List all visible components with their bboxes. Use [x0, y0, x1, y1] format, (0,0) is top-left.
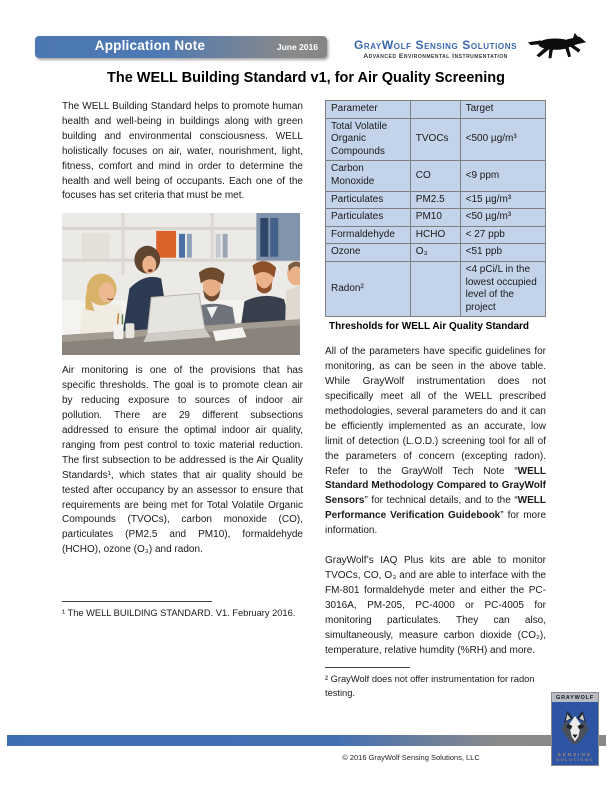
- cell-target: <500 µg/m³: [460, 118, 545, 161]
- right-column: [325, 100, 546, 700]
- footnote-1: ¹ The WELL BUILDING STANDARD. V1. February 2016.: [62, 608, 296, 619]
- wolf-head-icon: [552, 702, 598, 752]
- footnote-block-left: [62, 601, 303, 621]
- cell-target: <51 ppb: [460, 244, 545, 262]
- issue-date: June 2016: [276, 42, 318, 52]
- cell-symbol: [410, 261, 460, 316]
- left-column: [62, 100, 303, 621]
- header-parameter: Parameter: [326, 101, 411, 119]
- cell-parameter: Particulates: [326, 191, 411, 209]
- cell-symbol: O₃: [410, 244, 460, 262]
- table-row: [326, 118, 546, 161]
- logo-sensing-label: SENSING: [557, 752, 593, 757]
- cell-target: < 27 ppb: [460, 226, 545, 244]
- cell-parameter: Radon²: [326, 261, 411, 316]
- cell-target: <50 µg/m³: [460, 209, 545, 227]
- document-title: The WELL Building Standard v1, for Air Quality Screening: [107, 70, 505, 86]
- header-target: Target: [460, 101, 545, 119]
- application-note-banner: [35, 36, 327, 58]
- paragraph-segment: ” for technical details, and to the “: [364, 495, 518, 507]
- running-wolf-icon: [527, 31, 587, 61]
- iaq-kits-paragraph: GrayWolf’s IAQ Plus kits are able to monitor TVOCs, CO, O₃ and are able to interface with the FM-801 formaldehyde meter and either the PC-3016A, PM-205, PC-4000 or PC-4005 for monitoring particulates. They can also, simultaneously, measure carbon dioxide (CO₂), temperature, relative humdity (%RH) and more.: [325, 555, 546, 656]
- logo-wordmark: GRAYWOLF: [552, 693, 598, 702]
- tech-note-title: WELL Standard Methodology Compared to GrayWolf Sensors: [325, 465, 546, 507]
- footnote-divider: [62, 601, 212, 602]
- guidelines-paragraph: [325, 345, 546, 539]
- guidebook-title: WELL Performance Verification Guidebook: [325, 495, 546, 522]
- table-row: [326, 261, 546, 316]
- cell-symbol: PM10: [410, 209, 460, 227]
- cell-parameter: Carbon Monoxide: [326, 161, 411, 191]
- cell-parameter: Formaldehyde: [326, 226, 411, 244]
- office-team-photo: [62, 213, 300, 355]
- logo-solutions-label: SOLUTIONS: [556, 758, 594, 762]
- paragraph-segment: ” for more information.: [325, 510, 547, 537]
- table-row: [326, 209, 546, 227]
- air-monitoring-paragraph: Air monitoring is one of the provisions that has specific thresholds. The goal is to promote clean air by reducing exposure to sources of indoor air pollution. There are 29 different subsections addressed to ensure the optimal indoor air quality, ranging from pest control to toxic material reduction. The first subsection to be addressed is the Air Quality Standards¹, which states that air quality should be tested after occupancy by an assessor to ensure that requirements are being met for Total Volatile Organic Compounds (TVOCs), carbon monoxide (CO), particulates (PM2.5 and PM10), formaldehyde (HCHO), ozone (O₃) and radon.: [62, 365, 303, 556]
- cell-parameter: Particulates: [326, 209, 411, 227]
- cell-target: <9 ppm: [460, 161, 545, 191]
- footer-bar: [7, 735, 606, 746]
- office-team-photo-graphic: [62, 213, 300, 355]
- table-caption: Thresholds for WELL Air Quality Standard: [329, 321, 530, 333]
- table-row: [326, 161, 546, 191]
- graywolf-footer-logo: [551, 692, 599, 766]
- cell-parameter: Ozone: [326, 244, 411, 262]
- footnote-2: ² GrayWolf does not offer instrumentation for radon testing.: [325, 674, 535, 698]
- cell-parameter: Total Volatile Organic Compounds: [326, 118, 411, 161]
- footnote-block-right: [325, 667, 546, 700]
- footnote-divider: [325, 667, 410, 668]
- thresholds-table: [325, 100, 546, 317]
- intro-paragraph: The WELL Building Standard helps to promote human health and well-being in buildings along with green building and environmental consciousness. WELL holistically focuses on air, water, nourishment, light, fitness, comfort and mind in order to determine the health and well being of occupants. Each one of the focuses has set criteria that must be met.: [62, 101, 303, 202]
- table-row: [326, 226, 546, 244]
- table-row: [326, 191, 546, 209]
- cell-symbol: HCHO: [410, 226, 460, 244]
- cell-symbol: TVOCs: [410, 118, 460, 161]
- application-note-label: Application Note: [94, 38, 206, 53]
- table-row: [326, 244, 546, 262]
- cell-target: <15 µg/m³: [460, 191, 545, 209]
- cell-target: <4 pCi/L in the lowest occupied level of the project: [460, 261, 545, 316]
- brand-name: GrayWolf Sensing Solutions: [353, 38, 518, 52]
- paragraph-segment: All of the parameters have specific guidelines for monitoring, as can be seen in the above table. While GrayWolf instrumentation does not specifically meet all of the WELL prescribed methodologies, several parameters do and it can be efficiently implemented as an accurate, low limit of detection (L.O.D.) screening tool for all of the parameters of concern (excepting radon). Refer to the GrayWolf Tech Note “: [325, 346, 546, 477]
- copyright-text: © 2016 GrayWolf Sensing Solutions, LLC: [342, 753, 480, 762]
- table-header-row: [326, 101, 546, 119]
- header-symbol: [410, 101, 460, 119]
- brand-tagline: Advanced Environmental Instrumentation: [363, 53, 508, 60]
- cell-symbol: CO: [410, 161, 460, 191]
- cell-symbol: PM2.5: [410, 191, 460, 209]
- company-brand: [338, 38, 533, 60]
